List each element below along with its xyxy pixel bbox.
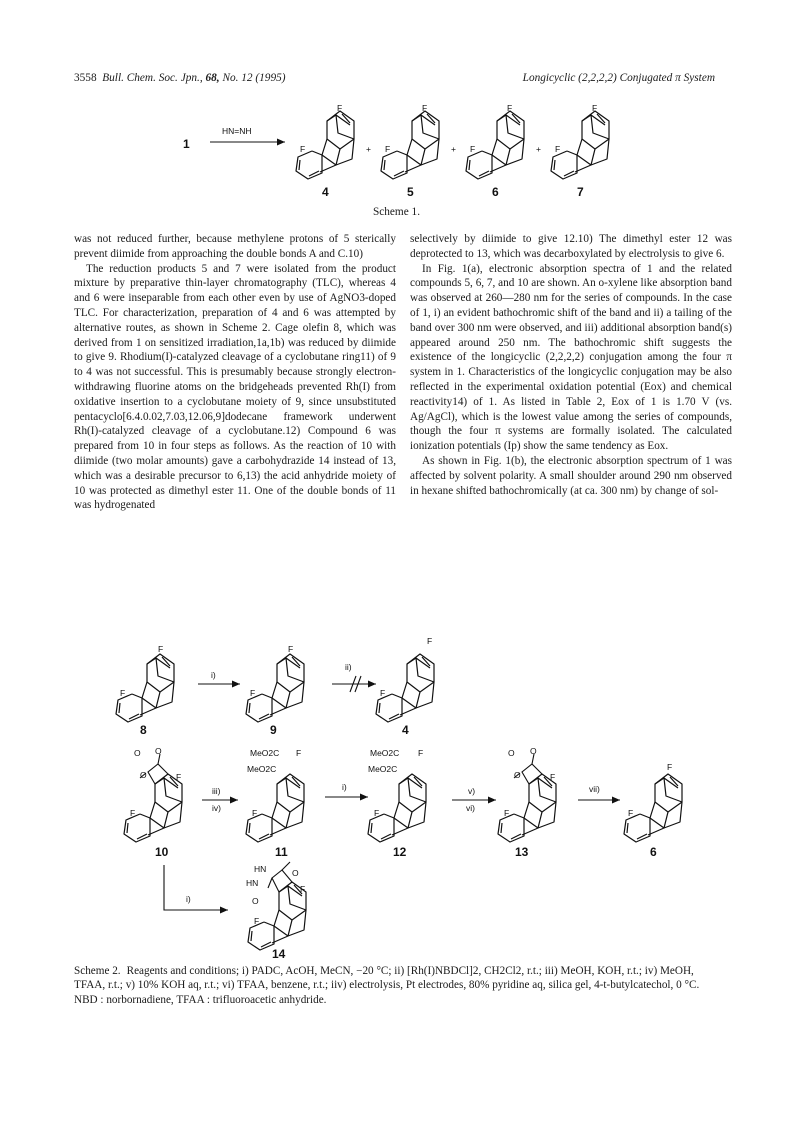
arrow-label: i) [342, 782, 347, 792]
ester-label: MeO2C [368, 764, 398, 774]
fluorine-label: F [337, 103, 343, 113]
arrow-label: iv) [212, 803, 221, 813]
fluorine-label: F [288, 644, 294, 654]
arrow-label: v) [468, 786, 476, 796]
arrow-label: ii) [345, 662, 352, 672]
plus-sign: + [366, 144, 371, 154]
ester-label: MeO2C [250, 748, 280, 758]
compound-label: 9 [270, 723, 277, 737]
arrowhead [488, 797, 496, 804]
reaction-arrow [164, 865, 228, 910]
arrowhead [230, 797, 238, 804]
compound-label: 4 [402, 723, 409, 737]
oxygen-label: O [514, 770, 521, 780]
nh-label: HN [246, 878, 259, 888]
fluorine-label: F [300, 884, 306, 894]
plus-sign: + [536, 144, 541, 154]
fluorine-label: F [418, 748, 424, 758]
paragraph: As shown in Fig. 1(b), the electronic absorption spectrum of 1 was affected by solvent polarity. A small shoulder around 290 nm observed in hexane shifted bathochromically (at ca. 300 nm) by change of sol- [410, 454, 732, 497]
paragraph: The reduction products 5 and 7 were isolated from the product mixture by preparative thin-layer chromatography (TLC), whereas 4 and 6 were inseparable from each other even by use of AgNO3-doped TLC. For characterization, preparation of 4 and 6 was attempted by alternative routes, as shown in Scheme 2. Cage olefin 8, which was derived from 1 on sensitized irradiation,1a,1b) was reduced by diimide to give 9. Rhodium(I)-catalyzed cleavage of a cyclobutane ring11) of 9 to 4 was not successful. This is presumably because strongly electron-withdrawing fluorine atoms on the bridgeheads prevented Rh(I) from oxidative insertion to a cyclobutane moiety of 9, since unsubstituted pentacyclo[6.4.0.02,7.03,12.06,9]dodecane framework underwent Rh(I)-catalyzed cleavage of a cyclobutane.12) Compound 6 was prepared from 10 in four steps as follows. As the reaction of 10 with diimide (two molar amounts) gave a carbohydrazide 14 instead of 13, which was a desirable precursor to 6,13) the acid anhydride moiety of 10 was protected as dimethyl ester 11. One of the double bonds of 11 was hydrogenated [74, 262, 396, 512]
oxygen-label: O [252, 896, 259, 906]
oxygen-label: O [140, 770, 147, 780]
compound-label: 14 [272, 947, 286, 960]
fluorine-label: F [176, 772, 182, 782]
fluorine-label: F [254, 916, 260, 926]
product-label: 4 [322, 185, 329, 199]
scheme-1-caption: Scheme 1. [372, 206, 421, 218]
arrowhead [220, 907, 228, 914]
fluorine-label: F [380, 688, 386, 698]
fluorine-label: F [470, 144, 476, 154]
paragraph: was not reduced further, because methylene protons of 5 sterically prevent diimide from approaching the double bonds A and C.10) [74, 233, 396, 260]
compound-label: 8 [140, 723, 147, 737]
compound-label: 13 [515, 845, 529, 859]
fluorine-label: F [296, 748, 302, 758]
ester-label: MeO2C [247, 764, 277, 774]
oxygen-label: O [155, 746, 162, 756]
arrowhead [612, 797, 620, 804]
fluorine-label: F [300, 144, 306, 154]
oxygen-label: O [134, 748, 141, 758]
compound-label: 6 [650, 845, 657, 859]
fluorine-label: F [252, 808, 258, 818]
fluorine-label: F [374, 808, 380, 818]
arrow-label: vi) [466, 803, 475, 813]
product-label: 6 [492, 185, 499, 199]
arrow-label: i) [211, 670, 216, 680]
fluorine-label: F [158, 644, 164, 654]
compound-label: 10 [155, 845, 169, 859]
arrowhead [360, 794, 368, 801]
compound-label: 12 [393, 845, 407, 859]
fluorine-label: F [130, 808, 136, 818]
fluorine-label: F [507, 103, 513, 113]
arrowhead [232, 681, 240, 688]
journal-issue: No. 12 (1995) [222, 72, 286, 84]
scheme-1 [0, 100, 793, 206]
structure-13 [498, 754, 556, 842]
fluorine-label: F [422, 103, 428, 113]
scheme-2-label: Scheme 2. [74, 965, 121, 977]
nh-label: HN [254, 864, 267, 874]
product-label: 5 [407, 185, 414, 199]
paragraph: selectively by diimide to give 12.10) The dimethyl ester 12 was deprotected to 13, which was decarboxylated by electrolysis to give 6. [410, 233, 732, 260]
oxygen-label: O [292, 868, 299, 878]
fluorine-label: F [592, 103, 598, 113]
compound-label: 11 [275, 845, 288, 859]
journal-volume: 68, [205, 72, 220, 84]
scheme-2 [0, 630, 793, 960]
fluorine-label: F [385, 144, 391, 154]
fluorine-label: F [628, 808, 634, 818]
fluorine-label: F [250, 688, 256, 698]
reagent-diimide: HN=NH [222, 126, 252, 136]
left-column [74, 232, 396, 513]
fluorine-label: F [667, 762, 673, 772]
product-label: 7 [577, 185, 584, 199]
running-title: Longicyclic (2,2,2,2) Conjugated π System [522, 72, 715, 84]
scheme-2-text: Reagents and conditions; i) PADC, AcOH, MeCN, −20 °C; ii) [Rh(I)NBDCl]2, CH2Cl2, r.t.; iii) MeOH, KOH, r.t.; iv) MeOH, TFAA, r.t.; v) 10% KOH aq, r.t.; vi) TFAA, benzene, r.t.; iiv) electrolysis, Pt electrodes, 80% pyridine aq, silica gel, 4-t-butylcatechol, 0 °C. NBD : norbornadiene, TFAA : trifluoroacetic anhydride. [74, 965, 700, 1006]
arrow-label: iii) [212, 786, 221, 796]
fluorine-label: F [504, 808, 510, 818]
fluorine-label: F [120, 688, 126, 698]
running-header-left [74, 72, 286, 84]
fluorine-label: F [550, 772, 556, 782]
arrow-label: vii) [589, 784, 600, 794]
page-number: 3558 [74, 72, 97, 84]
structure-10 [124, 754, 182, 842]
arrowhead [277, 139, 285, 146]
fluorine-label: F [555, 144, 561, 154]
paragraph: In Fig. 1(a), electronic absorption spectra of 1 and the related compounds 5, 6, 7, and 10 are shown. An o-xylene like absorption band was observed at 260—280 nm for the series of compounds. In the case of 1, i) an evident bathochromic shift of the band and ii) a tailing of the band over 300 nm were observed, and iii) additional absorption band(s) appeared around 250 nm. The bathochromic shift suggests the existence of the longicyclic (2,2,2,2) conjugation among the four π system in 1. Characteristics of the longicyclic conjugation may be also reflected in the experimental oxidation potential (Eox) and chemical reactivity14) of 1. As listed in Table 2, Eox of 1 is 1.70 V (vs. Ag/AgCl), which is the lowest value among the series of compounds, though the four π systems are formally isolated. The calculated ionization potentials (Ip) show the same tendency as Eox. [410, 262, 732, 453]
reactant-label: 1 [183, 137, 190, 151]
arrow-label: i) [186, 894, 191, 904]
plus-sign: + [451, 144, 456, 154]
right-column [410, 232, 732, 498]
scheme-2-caption [74, 964, 719, 1007]
ester-label: MeO2C [370, 748, 400, 758]
arrowhead [368, 681, 376, 688]
oxygen-label: O [508, 748, 515, 758]
oxygen-label: O [530, 746, 537, 756]
fluorine-label: F [427, 636, 433, 646]
journal-name: Bull. Chem. Soc. Jpn., [102, 72, 203, 84]
